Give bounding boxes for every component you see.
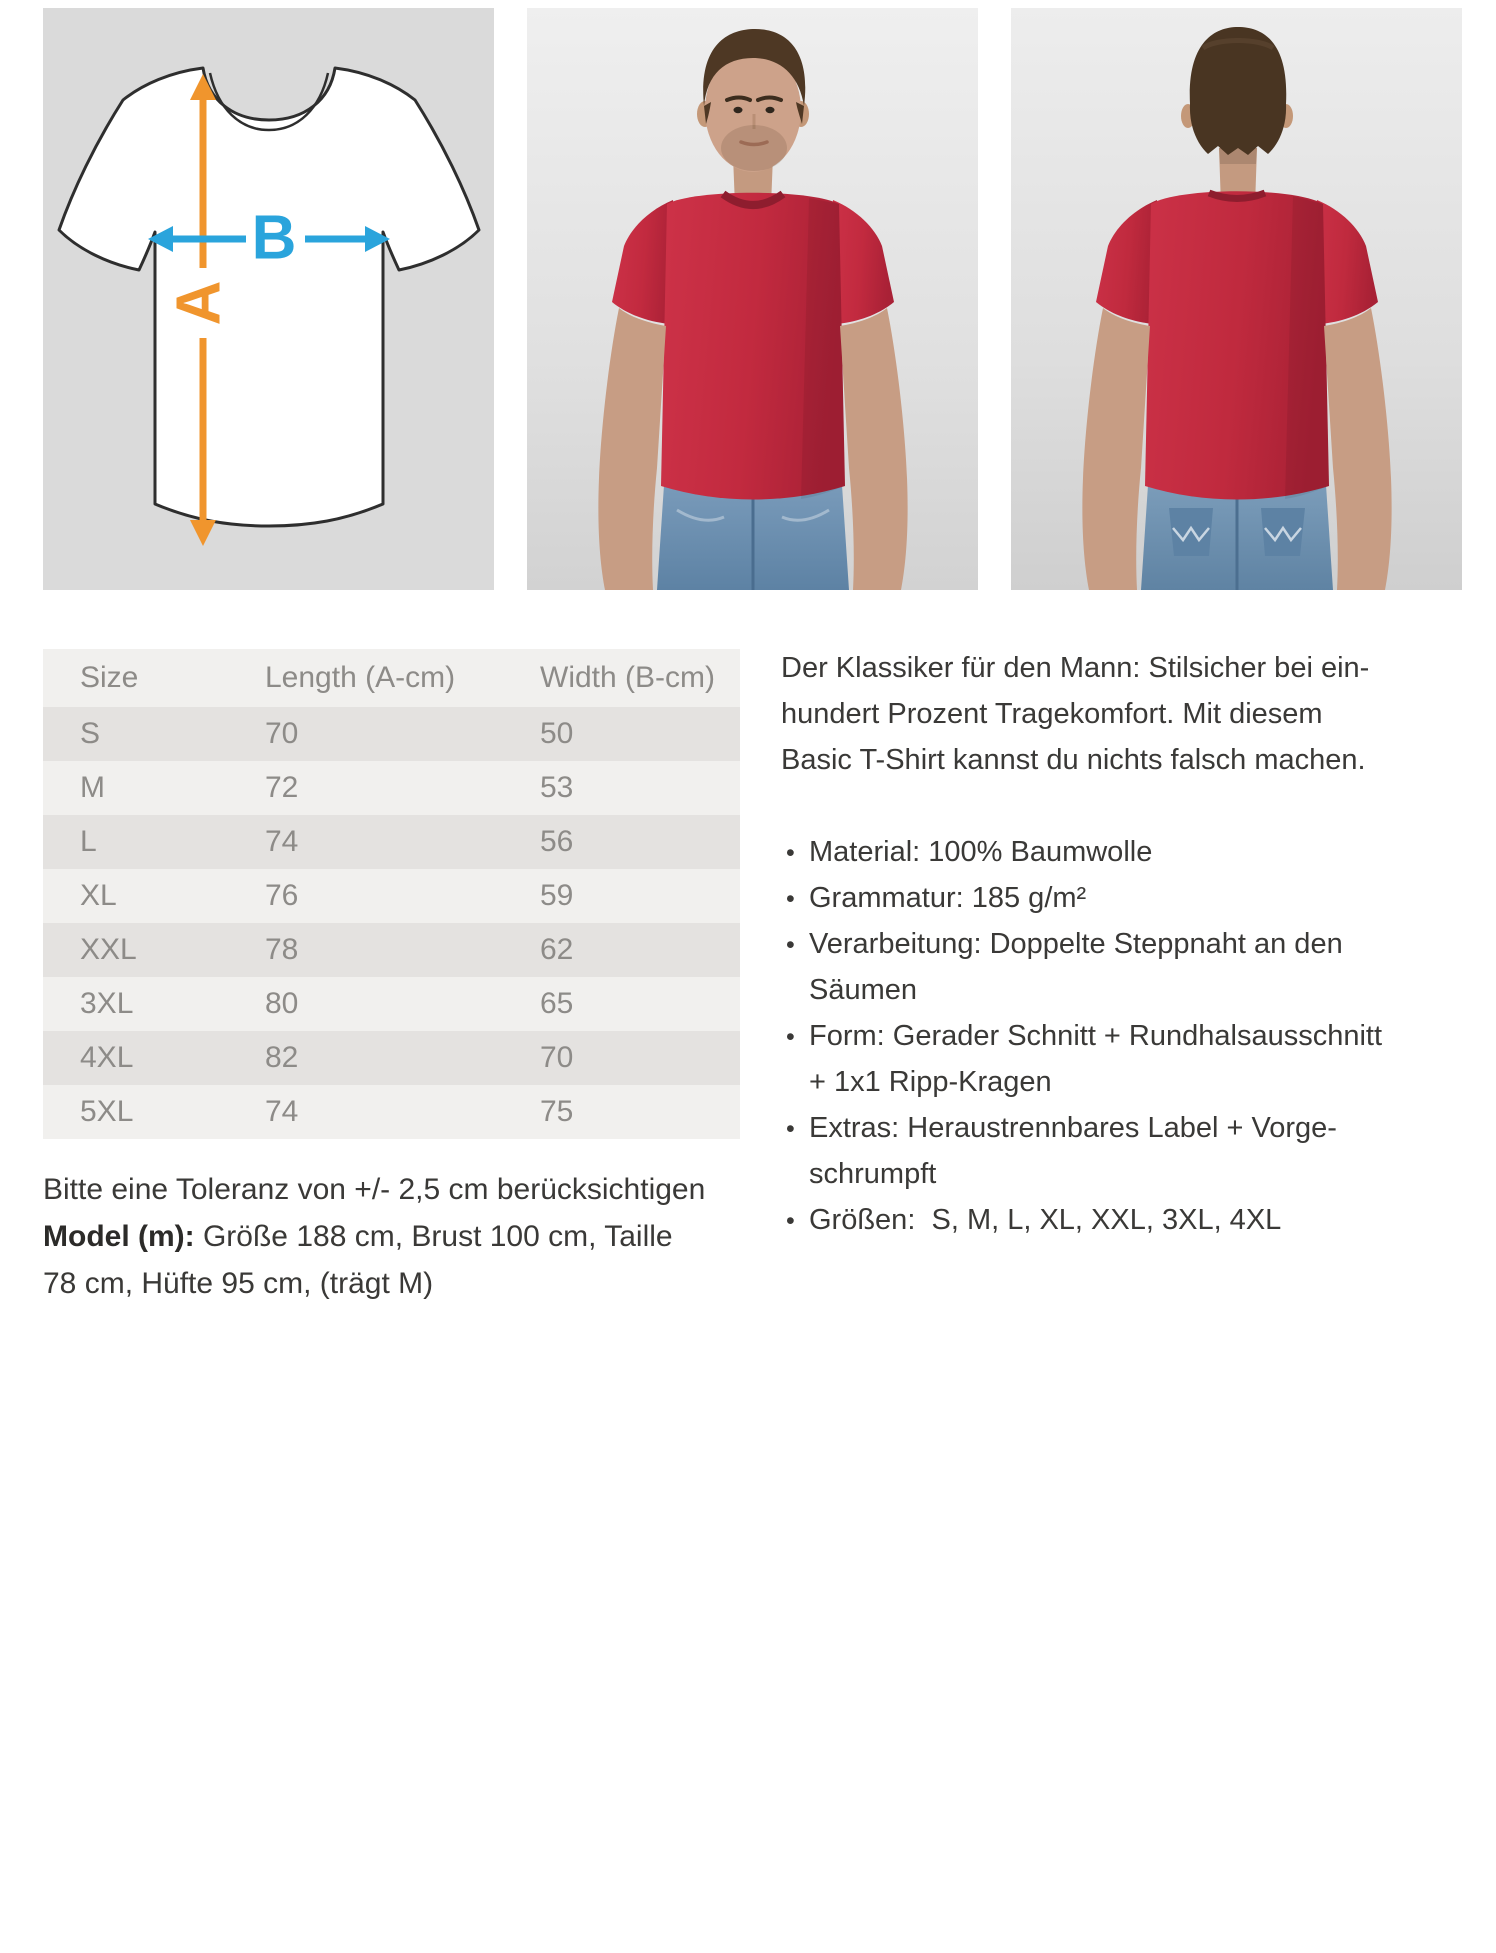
- bullet-dot: •: [786, 1115, 795, 1143]
- description-intro: [781, 645, 1481, 783]
- size-diagram-panel: [43, 8, 494, 590]
- header-length: Length (A-cm): [265, 661, 456, 694]
- size-row-3XL: [43, 977, 740, 1031]
- tolerance-line: Bitte eine Toleranz von +/- 2,5 cm berücksichtigen: [43, 1173, 706, 1206]
- size-row-M: [43, 761, 740, 815]
- size-cell: 76: [265, 879, 299, 912]
- size-row-5XL: [43, 1085, 740, 1139]
- size-cell: 56: [540, 825, 574, 858]
- description-bullet: [781, 829, 1481, 875]
- bullet-line: Extras: Heraustrennbares Label + Vorge-: [809, 1112, 1337, 1144]
- tshirt-measurement-diagram: [43, 8, 494, 590]
- size-cell: S: [80, 717, 101, 750]
- description-bullet: [781, 1105, 1481, 1197]
- size-cell: 82: [265, 1041, 299, 1074]
- size-cell: 74: [265, 1095, 299, 1128]
- size-cell: L: [80, 825, 97, 858]
- label-a: A: [164, 280, 234, 326]
- tshirt-outline: [59, 68, 479, 526]
- description-bullet-list: [781, 829, 1481, 1243]
- tolerance-note: [43, 1166, 823, 1307]
- bullet-dot: •: [786, 839, 795, 867]
- size-cell: XXL: [80, 933, 137, 966]
- model-back-photo: [1011, 8, 1462, 590]
- size-cell: 3XL: [80, 987, 134, 1020]
- product-description: [781, 645, 1481, 1243]
- description-bullet: [781, 1197, 1481, 1243]
- bullet-line: Verarbeitung: Doppelte Steppnaht an den: [809, 928, 1343, 960]
- size-cell: 70: [540, 1041, 574, 1074]
- size-cell: M: [80, 771, 105, 804]
- bullet-dot: •: [786, 931, 795, 959]
- bullet-dot: •: [786, 1207, 795, 1235]
- bullet-line: Größen: S, M, L, XL, XXL, 3XL, 4XL: [809, 1204, 1282, 1236]
- model-front-photo: [527, 8, 978, 590]
- bullet-line: Grammatur: 185 g/m²: [809, 882, 1087, 914]
- bullet-line: + 1x1 Ripp-Kragen: [809, 1066, 1052, 1098]
- bullet-line: schrumpft: [809, 1158, 937, 1190]
- size-cell: 75: [540, 1095, 574, 1128]
- size-cell: 62: [540, 933, 574, 966]
- description-intro-line: Der Klassiker für den Mann: Stilsicher bei ein-: [781, 652, 1370, 684]
- size-cell: 74: [265, 825, 299, 858]
- model-info-line2: 78 cm, Hüfte 95 cm, (trägt M): [43, 1267, 434, 1300]
- model-back-illustration: [1011, 8, 1462, 590]
- size-cell: 72: [265, 771, 299, 804]
- model-measurements: Größe 188 cm, Brust 100 cm, Taille: [194, 1220, 673, 1253]
- description-intro-line: hundert Prozent Tragekomfort. Mit diesem: [781, 698, 1323, 730]
- label-b: B: [251, 203, 297, 273]
- size-table-body: [43, 707, 740, 1139]
- size-cell: 5XL: [80, 1095, 134, 1128]
- description-bullet: [781, 1013, 1481, 1105]
- description-intro-line: Basic T-Shirt kannst du nichts falsch machen.: [781, 744, 1366, 776]
- size-cell: XL: [80, 879, 117, 912]
- size-cell: 53: [540, 771, 574, 804]
- size-row-XL: [43, 869, 740, 923]
- size-row-XXL: [43, 923, 740, 977]
- size-table-header-row: [43, 649, 740, 707]
- model-front-illustration: [527, 8, 978, 590]
- bullet-line: Form: Gerader Schnitt + Rundhalsausschnitt: [809, 1020, 1383, 1052]
- size-cell: 50: [540, 717, 574, 750]
- size-cell: 80: [265, 987, 299, 1020]
- description-bullet: [781, 875, 1481, 921]
- size-cell: 59: [540, 879, 574, 912]
- size-cell: 4XL: [80, 1041, 134, 1074]
- size-table: [43, 649, 740, 1139]
- bullet-line: Säumen: [809, 974, 918, 1006]
- bullet-dot: •: [786, 885, 795, 913]
- description-bullet: [781, 921, 1481, 1013]
- bullet-line: Material: 100% Baumwolle: [809, 836, 1153, 868]
- size-cell: 65: [540, 987, 574, 1020]
- size-row-S: [43, 707, 740, 761]
- header-size: Size: [80, 661, 139, 694]
- model-label: Model (m):: [43, 1220, 195, 1253]
- bullet-dot: •: [786, 1023, 795, 1051]
- size-cell: 70: [265, 717, 299, 750]
- size-cell: 78: [265, 933, 299, 966]
- size-row-L: [43, 815, 740, 869]
- header-width: Width (B-cm): [540, 661, 715, 694]
- model-info-line1: [43, 1213, 823, 1260]
- size-row-4XL: [43, 1031, 740, 1085]
